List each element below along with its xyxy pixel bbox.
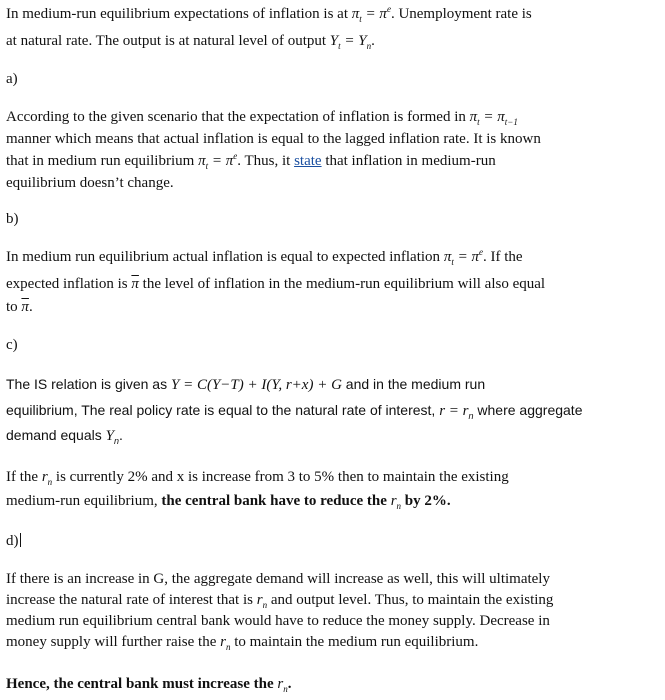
section-c-para-2-line-2: medium-run equilibrium, the central bank have to reduce the $r_n$ by 2%. [6, 493, 451, 511]
section-d-label: d) [6, 533, 19, 549]
section-c-line-2: equilibrium, The real policy rate is equal to the natural rate of interest, $r = r_n$ where aggregate [6, 402, 583, 421]
spellcheck-word-state[interactable]: state [294, 153, 322, 169]
section-a-line-1: According to the given scenario that the expectation of inflation is formed in $\pi_t = \pi_{t-1}$ [6, 109, 518, 127]
section-c-line-3: demand equals $Y_n$. [6, 427, 123, 446]
text-cursor [20, 533, 21, 547]
section-c-is-relation: The IS relation is given as Y = C(Y−T) + I(Y, r+x) + G and in the medium run [6, 376, 486, 393]
section-d-line-3: medium run equilibrium central bank would have to reduce the money supply. Decrease in [6, 613, 550, 629]
section-b-line-3: to $\overline{\pi}$. [6, 299, 33, 315]
section-a-line-2: manner which means that actual inflation is equal to the lagged inflation rate. It is known [6, 131, 541, 147]
conclusion: Hence, the central bank must increase the $r_n$. [6, 676, 292, 694]
intro-line-2: at natural rate. The output is at natural level of output $Y_t = Y_n$. [6, 33, 375, 51]
section-c-label: c) [6, 337, 18, 353]
section-b-line-2: expected inflation is $\overline{\pi}$ the level of inflation in the medium-run equilibrium will also equal [6, 276, 546, 292]
section-b-label: b) [6, 211, 19, 227]
section-a-line-4: equilibrium doesn’t change. [6, 175, 174, 191]
section-c-para-2-line-1: If the $r_n$ is currently 2% and x is increase from 3 to 5% then to maintain the existing [6, 469, 509, 487]
section-d-line-4: money supply will further raise the $r_n$ to maintain the medium run equilibrium. [6, 634, 479, 652]
pi-bar-symbol: $\overline{\pi}$ [131, 276, 139, 292]
section-b-line-1: In medium run equilibrium actual inflation is equal to expected inflation $\pi_t = \pi^e$. If the [6, 247, 523, 267]
section-a-line-3: that in medium run equilibrium $\pi_t = \pi^e$. Thus, it state that inflation in medium-run [6, 151, 496, 171]
pi-bar-symbol: $\overline{\pi}$ [21, 299, 29, 315]
intro-line-1: In medium-run equilibrium expectations of inflation is at $\pi_t = \pi^e$. Unemployment rate is [6, 4, 532, 24]
section-d-line-1: If there is an increase in G, the aggregate demand will increase as well, this will ultimately [6, 571, 550, 587]
section-d-line-2: increase the natural rate of interest that is $r_n$ and output level. Thus, to maintain the existing [6, 592, 554, 610]
section-a-label: a) [6, 71, 18, 87]
